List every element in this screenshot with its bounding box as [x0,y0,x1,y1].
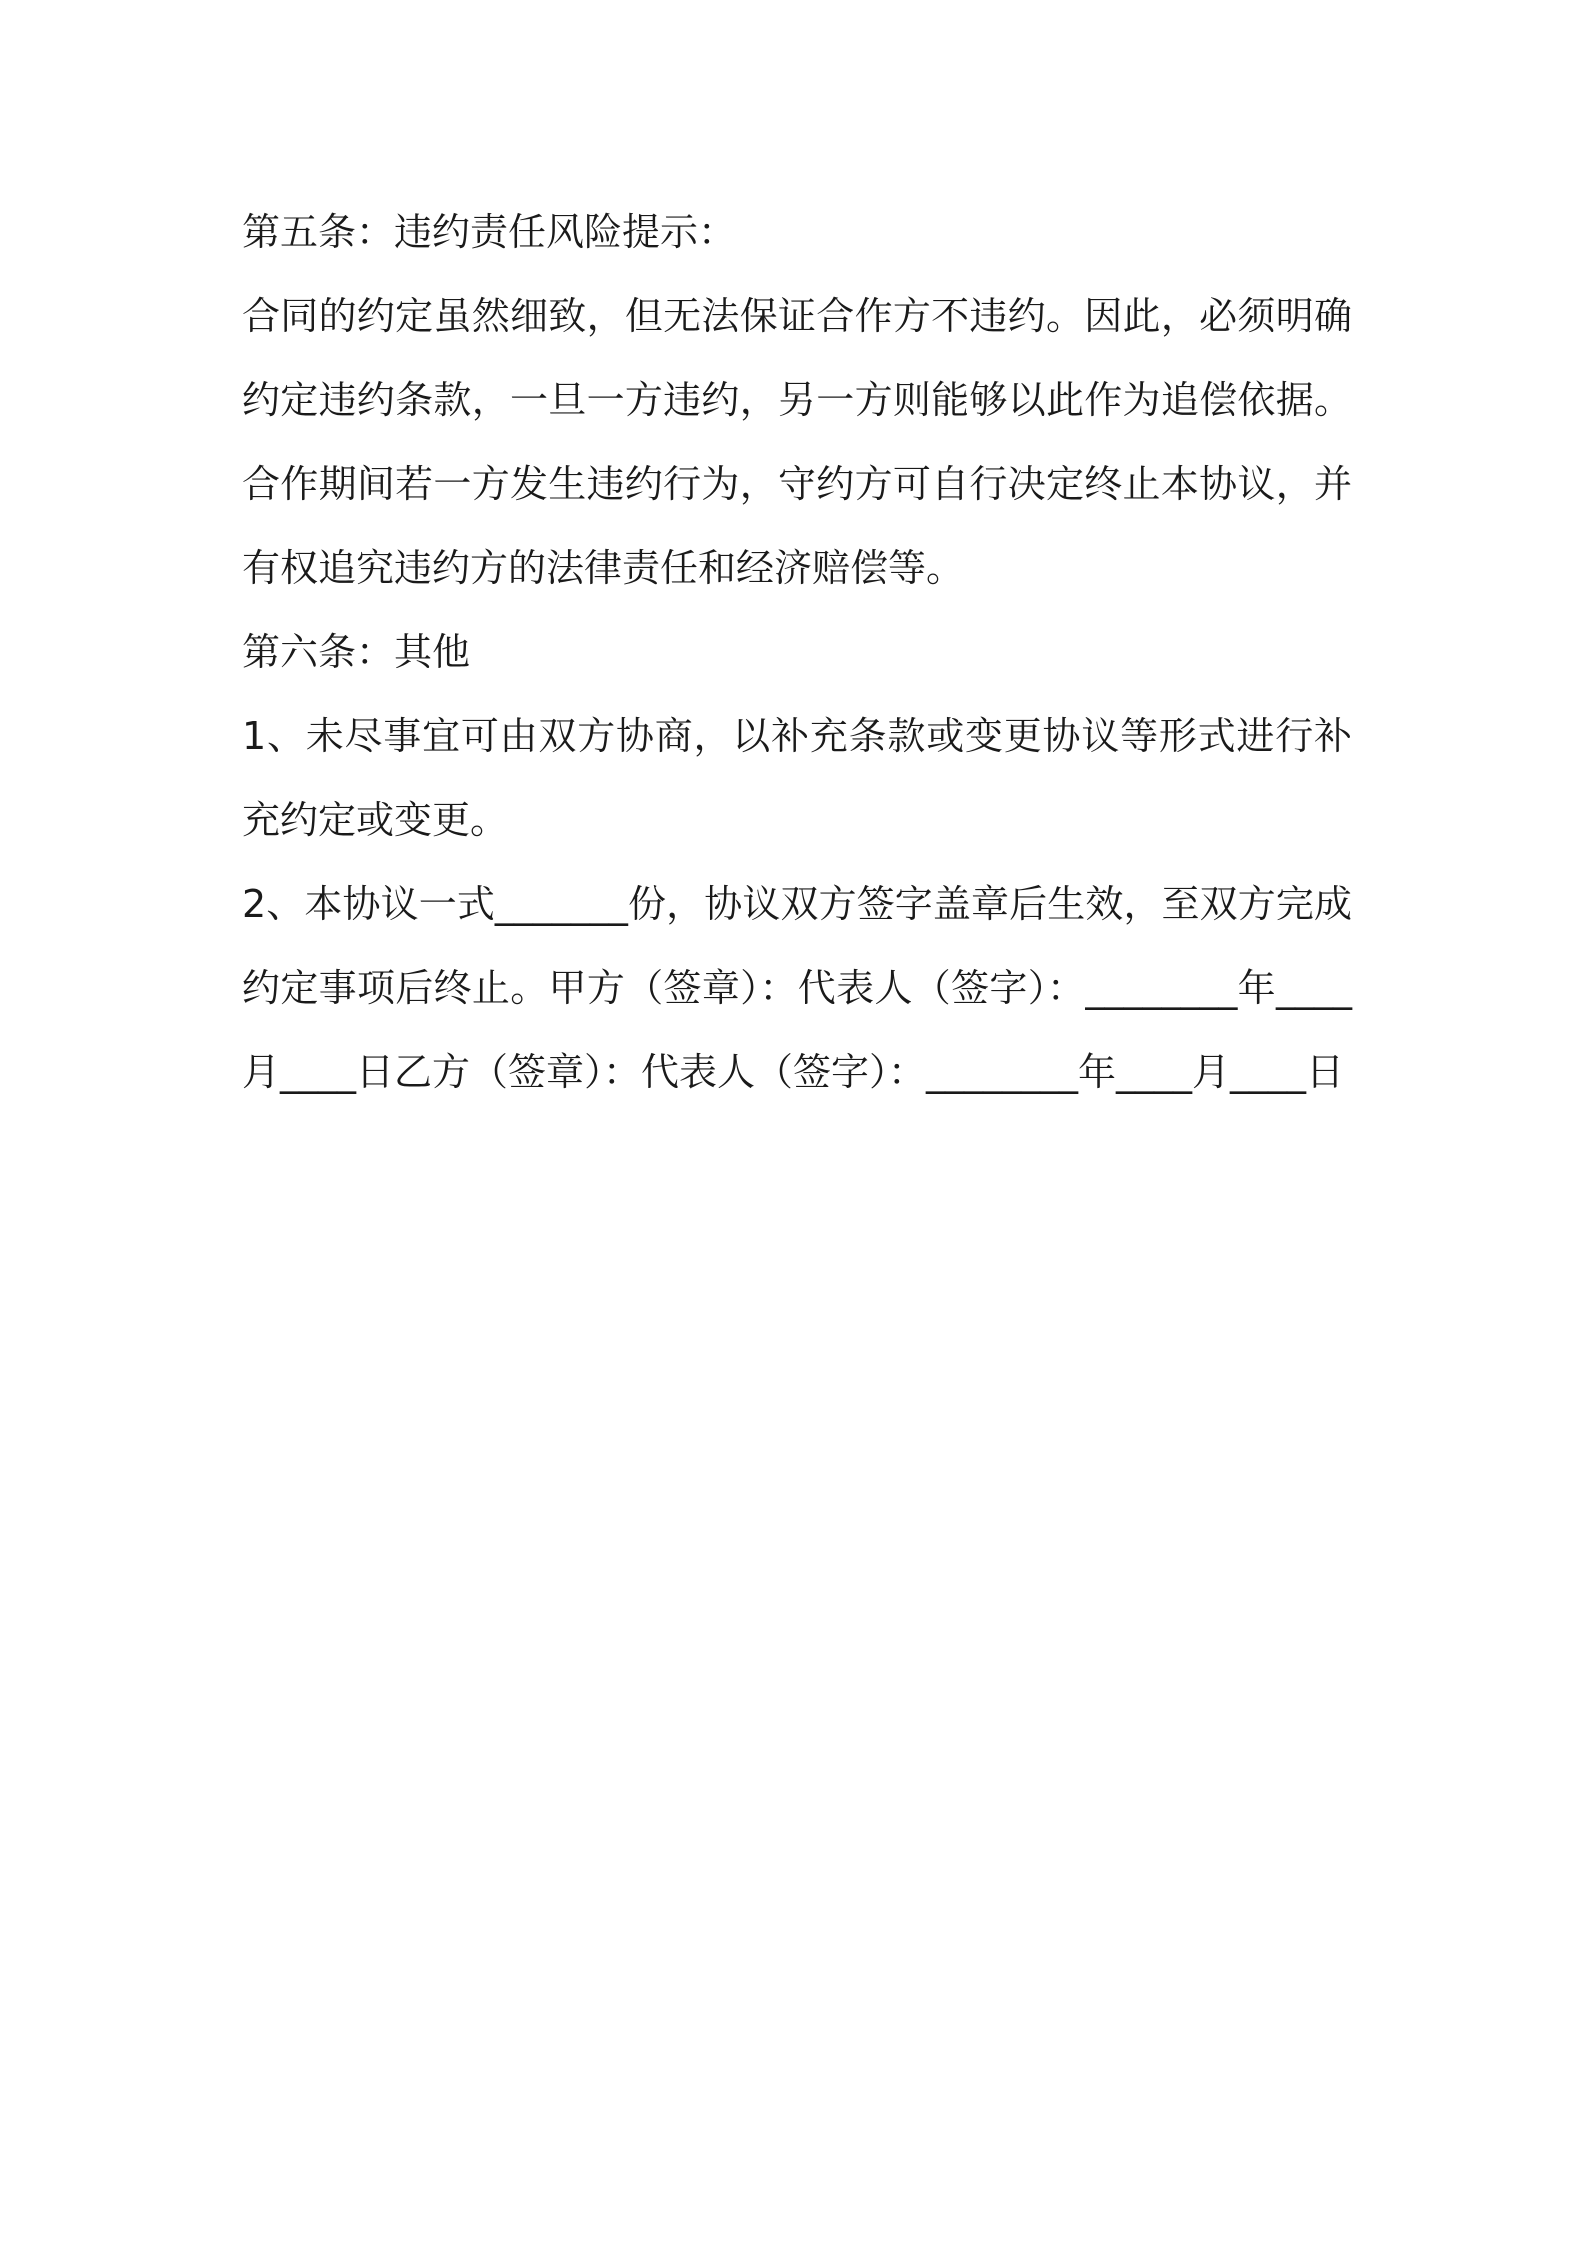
section-5-paragraph: 合同的约定虽然细致，但无法保证合作方不违约。因此，必须明确约定违约条款，一旦一方违约，另一方则能够以此作为追偿依据。 合作期间若一方发生违约行为，守约方可自行决定终止本协议，并有权追究违约方的法律责任和经济赔偿等。 [242,294,1352,590]
section-6-item-2: 2、本协议一式_______份，协议双方签字盖章后生效，至双方完成约定事项后终止。甲方（签章）：代表人（签字）：________年____月____日乙方（签章）：代表人（签字）：________年____月____日 [242,882,1352,1094]
section-6-item-1: 1、未尽事宜可由双方协商，以补充条款或变更协议等形式进行补充约定或变更。 [242,714,1352,842]
section-6-heading: 第六条：其他 [242,630,471,674]
document-body [242,190,1352,1114]
section-5-heading: 第五条：违约责任风险提示： [242,210,737,254]
